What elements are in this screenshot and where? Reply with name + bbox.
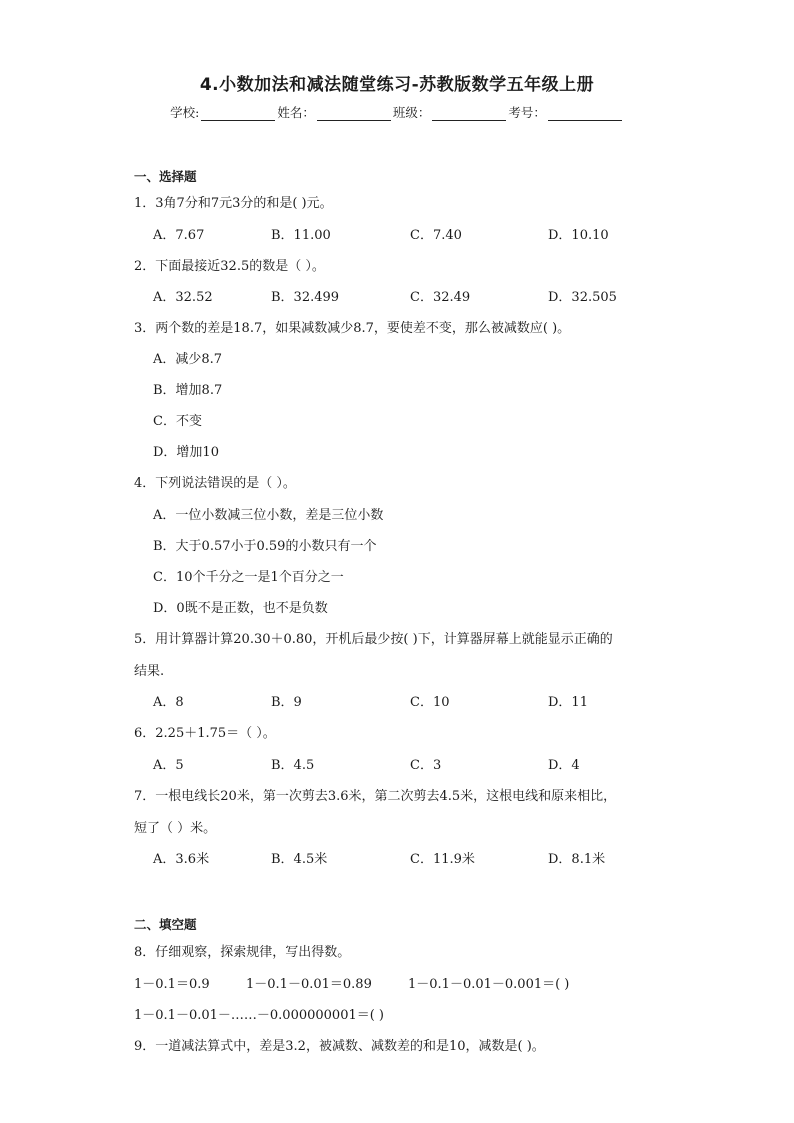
q5-option-d[interactable]: D．11 [548,695,588,710]
exam-number-blank[interactable] [548,106,622,121]
q3-option-a[interactable]: A．减少8.7 [153,352,223,367]
q1-option-b[interactable]: B．11.00 [271,228,331,243]
q7-option-c[interactable]: C．11.9米 [410,852,475,867]
q4-option-b[interactable]: B．大于0.57小于0.59的小数只有一个 [153,539,377,554]
q5-option-c[interactable]: C．10 [410,695,450,710]
name-label: 姓名： [277,105,315,120]
class-label: 班级： [392,105,431,120]
q8-expression-4-blank[interactable]: 1－0.1－0.01－……－0.000000001＝( ) [134,1008,385,1023]
q7-option-b[interactable]: B．4.5米 [271,852,328,867]
question-3: 3．两个数的差是18.7，如果减数减少8.7，要使差不变，那么被减数应( )。 [134,321,571,336]
q1-option-d[interactable]: D．10.10 [548,228,609,243]
q5-option-a[interactable]: A．8 [153,695,184,710]
q5-option-b[interactable]: B．9 [271,695,302,710]
q8-expression-2: 1－0.1－0.01＝0.89 [246,977,372,992]
q6-option-b[interactable]: B．4.5 [271,758,315,773]
q4-option-c[interactable]: C．10个千分之一是1个百分之一 [153,570,344,585]
question-5-line-2: 结果. [134,664,165,679]
q2-option-d[interactable]: D．32.505 [548,290,617,305]
question-2: 2．下面最接近32.5的数是（ ）。 [134,259,325,274]
q1-option-a[interactable]: A．7.67 [153,228,205,243]
question-5-line-1: 5．用计算器计算20.30＋0.80，开机后最少按( )下，计算器屏幕上就能显示正确的 [134,632,613,647]
question-8: 8．仔细观察，探索规律，写出得数。 [134,945,351,960]
page-title: 4.小数加法和减法随堂练习-苏教版数学五年级上册 [199,75,595,95]
q3-option-b[interactable]: B．增加8.7 [153,383,223,398]
class-field[interactable] [393,103,509,121]
question-7-line-2: 短了（ ）米。 [134,821,217,836]
q7-option-a[interactable]: A．3.6米 [153,852,210,867]
q6-option-c[interactable]: C．3 [410,758,442,773]
q2-option-b[interactable]: B．32.499 [271,290,340,305]
exam-number-label: 考号： [508,105,546,120]
q4-option-d[interactable]: D．0既不是正数，也不是负数 [153,601,328,616]
q2-option-c[interactable]: C．32.49 [410,290,471,305]
q4-option-a[interactable]: A．一位小数减三位小数，差是三位小数 [153,508,384,523]
q6-option-d[interactable]: D．4 [548,758,580,773]
q2-option-a[interactable]: A．32.52 [153,290,213,305]
q8-expression-3-blank[interactable]: 1－0.1－0.01－0.001＝( ) [408,977,570,992]
school-blank[interactable] [201,106,275,121]
school-field[interactable] [170,103,277,121]
question-4: 4．下列说法错误的是（ ）。 [134,476,296,491]
q1-option-c[interactable]: C．7.40 [410,228,462,243]
name-blank[interactable] [317,106,391,121]
section-heading-fill-blank: 二、填空题 [134,917,197,932]
name-field[interactable] [277,103,393,121]
q7-option-d[interactable]: D．8.1米 [548,852,606,867]
question-7-line-1: 7．一根电线长20米，第一次剪去3.6米，第二次剪去4.5米，这根电线和原来相比， [134,789,617,804]
class-blank[interactable] [432,106,506,121]
question-6: 6．2.25＋1.75＝（ ）。 [134,726,276,741]
question-9-blank[interactable]: 9．一道减法算式中，差是3.2，被减数、减数差的和是10，减数是( )。 [134,1039,545,1054]
section-heading-choice: 一、选择题 [134,169,197,184]
student-info-row [0,103,794,121]
q8-expression-1: 1－0.1＝0.9 [134,977,210,992]
question-1: 1．3角7分和7元3分的和是( )元。 [134,196,333,211]
q6-option-a[interactable]: A．5 [153,758,184,773]
q3-option-c[interactable]: C．不变 [153,414,202,429]
q3-option-d[interactable]: D．增加10 [153,445,219,460]
exam-number-field[interactable] [508,103,624,121]
school-label: 学校: [170,105,200,120]
